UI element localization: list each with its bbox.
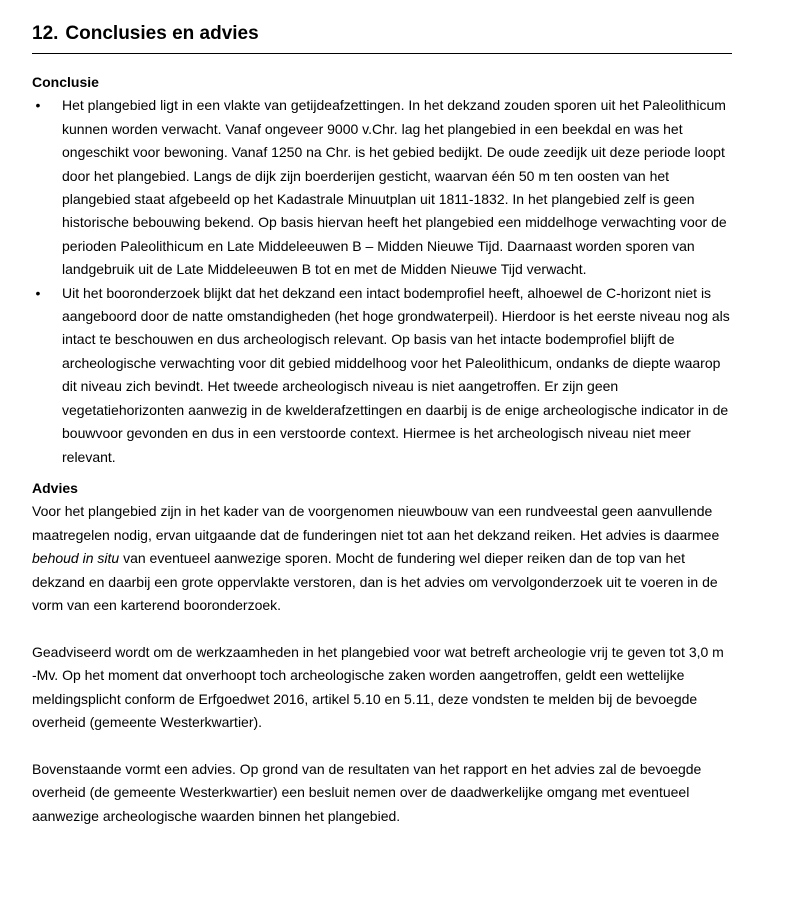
advies-label: Advies: [32, 479, 78, 496]
advies-paragraph-2: Geadviseerd wordt om de werkzaamheden in het plangebied voor wat betreft archeologie vrij te geven tot 3,0 m -Mv. Op het moment dat onverhoopt toch archeologische zaken worden aangetroffen, geldt een wettelijke meldingsplicht conform de Erfgoedwet 2016, artikel 5.10 en 5.11, deze vondsten te melden bij de bevoegde overheid (gemeente Westerkwartier).: [32, 643, 724, 730]
conclusie-bullet-list: [32, 94, 732, 469]
bullet-text: Uit het booronderzoek blijkt dat het dekzand een intact bodemprofiel heeft, alhoewel de C-horizont niet is aangeboord door de natte omstandigheden (het hoge grondwaterpeil). Hierdoor is het eerste niveau nog als intact te beschouwen en dus archeologisch relevant. Op basis van het intacte bodemprofiel blijft de archeologische verwachting voor dit gebied middelhoog voor het Paleolithicum, ondanks de diepte waarop dit niveau zich bevindt. Het tweede archeologisch niveau is niet aangetroffen. Er zijn geen vegetatiehorizonten aanwezig in de kwelderafzettingen en daarbij is de enige archeologische indicator in de bouwvoor gevonden en dus in een verstoorde context. Hiermee is het archeologisch niveau niet meer relevant.: [62, 284, 730, 465]
bullet-icon: •: [35, 97, 41, 114]
document-page: [32, 0, 732, 828]
advies-p1-text-after: van eventueel aanwezige sporen. Mocht de fundering wel dieper reiken dan de top van het dekzand en daarbij een grote oppervlakte verstoren, dan is het advies om vervolgonderzoek uit te voeren in de vorm van een karterend booronderzoek.: [32, 550, 718, 613]
advies-p1-emphasis: behoud in situ: [32, 550, 120, 567]
section-title: Conclusies en advies: [65, 23, 259, 44]
bullet-text: Het plangebied ligt in een vlakte van getijdeafzettingen. In het dekzand zouden sporen uit het Paleolithicum kunnen worden verwacht. Vanaf ongeveer 9000 v.Chr. lag het plangebied in een beekdal en was het ongeschikt voor bewoning. Vanaf 1250 na Chr. is het gebied bedijkt. De oude zeedijk uit deze periode loopt door het plangebied. Langs de dijk zijn boerderijen gesticht, waarvan één 50 m ten oosten van het plangebied staat afgebeeld op het Kadastrale Minuutplan uit 1811-1832. In het plangebied zelf is geen historische bebouwing bekend. Op basis hiervan heeft het plangebied een middelhoge verwachting voor de perioden Paleolithicum en Late Middeleeuwen B – Midden Nieuwe Tijd. Daarnaast worden sporen van landgebruik uit de Late Middeleeuwen B tot en met de Midden Nieuwe Tijd verwacht.: [62, 97, 727, 278]
list-item: [32, 282, 732, 469]
advies-p1-text-before: Voor het plangebied zijn in het kader van de voorgenomen nieuwbouw van een rundveestal geen aanvullende maatregelen nodig, ervan uitgaande dat de funderingen niet tot aan het dekzand reiken. Het advies is daarmee: [32, 503, 720, 543]
advies-paragraph-3: Bovenstaande vormt een advies. Op grond van de resultaten van het rapport en het advies zal de bevoegde overheid (de gemeente Westerkwartier) een besluit nemen over de daadwerkelijke omgang met eventueel aanwezige archeologische waarden binnen het plangebied.: [32, 760, 702, 824]
conclusie-label: Conclusie: [32, 74, 99, 90]
list-item: [32, 94, 732, 281]
advies-paragraph-1: [32, 500, 732, 617]
section-heading: [32, 22, 732, 54]
bullet-icon: •: [35, 284, 41, 301]
section-number: 12.: [32, 23, 59, 44]
